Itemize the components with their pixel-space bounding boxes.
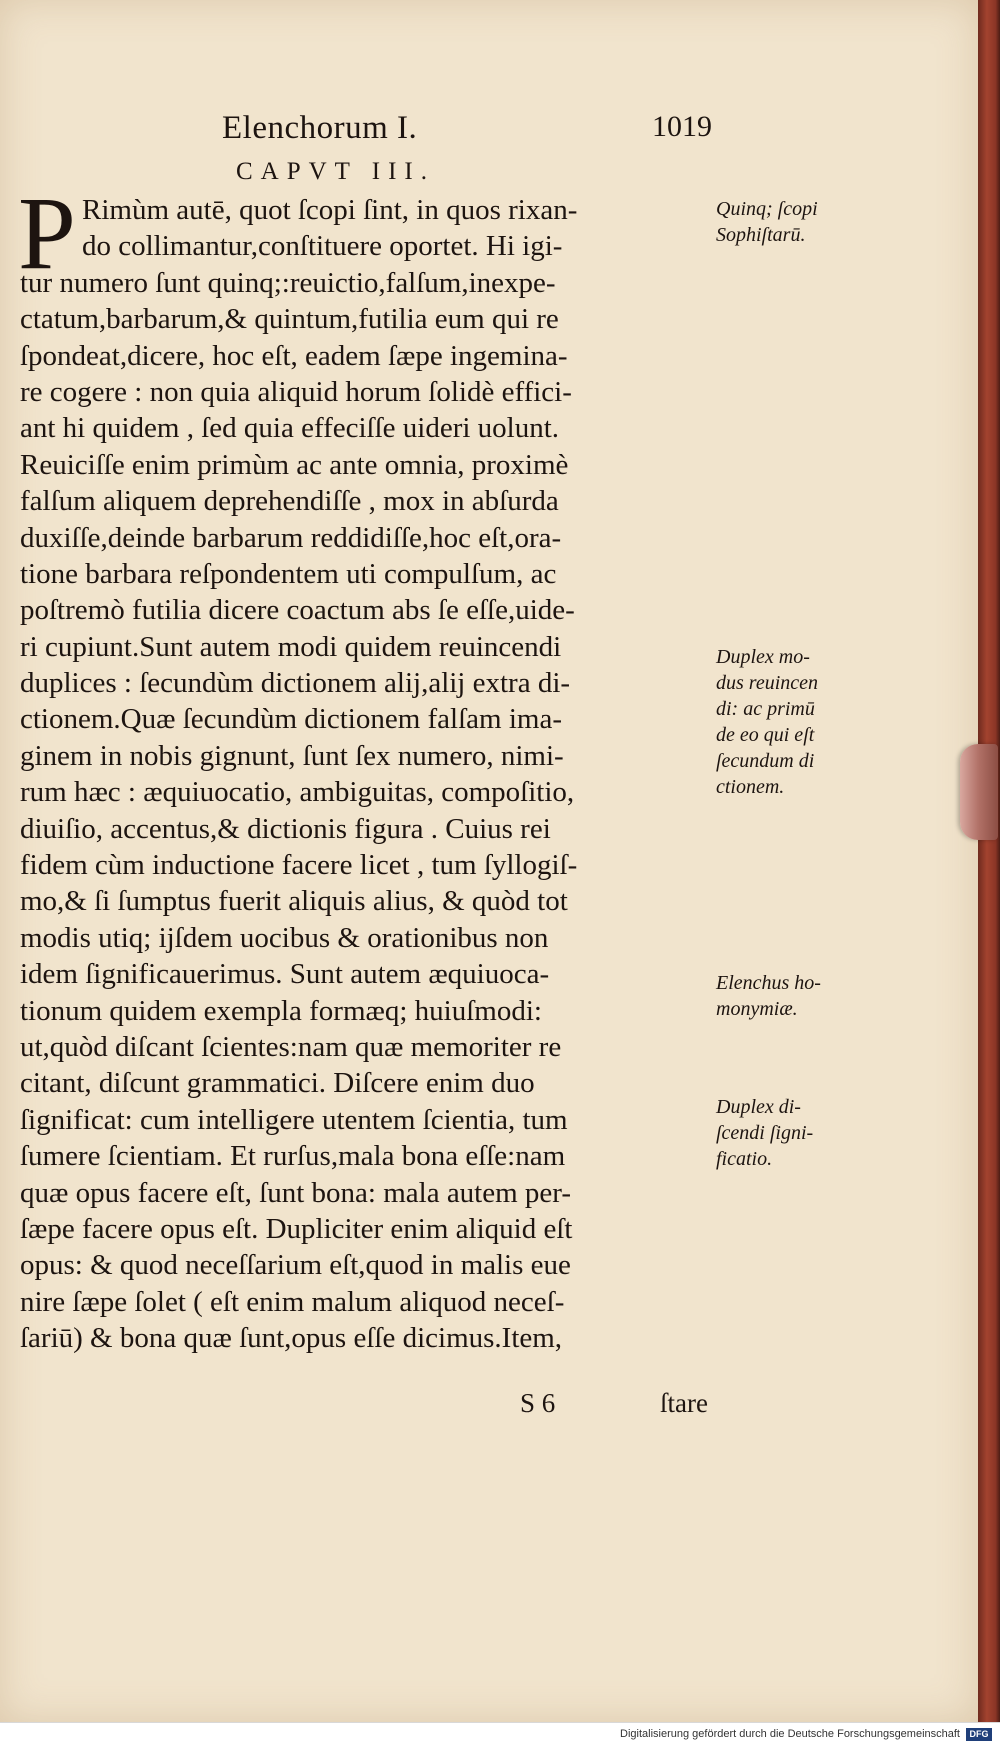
page-number: 1019 <box>652 110 712 143</box>
text-line: Reuiciſſe enim primùm ac ante omnia, proximè <box>20 448 569 481</box>
text-line: ginem in nobis gignunt, ſunt ſex numero, nimi- <box>20 739 564 772</box>
main-text-block <box>20 192 710 1357</box>
text-line: ſæpe facere opus eſt. Dupliciter enim aliquid eſt <box>20 1212 573 1245</box>
text-line: modis utiq; ijſdem uocibus & orationibus non <box>20 921 549 954</box>
text-line: ctatum,barbarum,& quintum,futilia eum qui re <box>20 303 559 336</box>
text-line: mo,& ſi ſumptus fuerit aliquis alius, & quòd tot <box>20 885 568 918</box>
text-line: falſum aliquem deprehendiſſe , mox in abſurda <box>20 485 559 518</box>
margin-note-line: Duplex di- <box>716 1096 801 1118</box>
margin-note-line: ctionem. <box>716 776 785 798</box>
margin-note-line: de eo qui eſt <box>716 724 815 746</box>
text-line: ut,quòd diſcant ſcientes:nam quæ memoriter re <box>20 1030 562 1063</box>
binding-edge <box>978 0 1000 1722</box>
margin-note <box>716 196 856 248</box>
dfg-logo: DFG <box>966 1728 992 1741</box>
text-line: poſtremò futilia dicere coactum abs ſe eſſe,uide- <box>20 594 575 627</box>
text-line: idem ſignificauerimus. Sunt autem æquiuoca- <box>20 958 550 991</box>
catchword: ſtare <box>660 1388 708 1418</box>
text-line: ſariū) & bona quæ ſunt,opus eſſe dicimus.Item, <box>20 1322 563 1355</box>
margin-note-line: di: ac primū <box>716 698 815 720</box>
digitization-credit: Digitalisierung gefördert durch die Deutsche Forschungsgemeinschaft <box>620 1728 960 1740</box>
margin-note-line: ſcendi ſigni- <box>716 1122 814 1144</box>
margin-note-line: Quinq; ſcopi <box>716 198 818 220</box>
text-line: tur numero ſunt quinq;:reuictio,falſum,inexpe- <box>20 266 556 299</box>
text-line: ctionem.Quæ ſecundùm dictionem falſam ima- <box>20 703 562 736</box>
margin-note-line: ficatio. <box>716 1148 773 1170</box>
signature-mark: S 6 <box>520 1388 556 1418</box>
text-line: tionum quidem exempla formæq; huiuſmodi: <box>20 994 542 1027</box>
text-line: tione barbara reſpondentem uti compulſum, ac <box>20 557 557 590</box>
text-line: quæ opus facere eſt, ſunt bona: mala autem per- <box>20 1176 572 1209</box>
page-tab-marker <box>960 744 998 840</box>
running-header <box>222 110 712 160</box>
text-line: diuiſio, accentus,& dictionis figura . Cuius rei <box>20 812 551 845</box>
margin-note-line: Duplex mo- <box>716 646 810 668</box>
margin-note-line: Sophiſtarū. <box>716 224 806 246</box>
text-line: re cogere : non quia aliquid horum ſolidè effici- <box>20 375 572 408</box>
text-line: fidem cùm inductione facere licet , tum ſyllogiſ- <box>20 849 578 882</box>
text-line: rum hæc : æquiuocatio, ambiguitas, compoſitio, <box>20 776 575 809</box>
margin-note-line: Elenchus ho- <box>716 972 821 994</box>
text-line: ſumere ſcientiam. Et rurſus,mala bona eſſe:nam <box>20 1140 566 1173</box>
margin-note <box>716 1094 856 1172</box>
margin-note-line: ſecundum di <box>716 750 815 772</box>
text-line: duplices : ſecundùm dictionem alij,alij extra di- <box>20 667 571 700</box>
text-line: ri cupiunt.Sunt autem modi quidem reuincendi <box>20 630 562 663</box>
text-line: Rimùm autē, quot ſcopi ſint, in quos rixan- <box>82 194 578 226</box>
chapter-heading: CAPVT III. <box>236 158 435 185</box>
text-line: ſignificat: cum intelligere utentem ſcientia, tum <box>20 1103 568 1136</box>
text-line: do collimantur,conſtituere oportet. Hi igi- <box>82 230 563 263</box>
text-line: duxiſſe,deinde barbarum reddidiſſe,hoc eſt,ora- <box>20 521 562 554</box>
margin-note <box>716 970 856 1022</box>
text-line: citant, diſcunt grammatici. Diſcere enim duo <box>20 1067 535 1100</box>
text-line: opus: & quod neceſſarium eſt,quod in malis eue <box>20 1249 571 1282</box>
text-line: ant hi quidem , ſed quia effeciſſe uideri uolunt. <box>20 412 560 445</box>
drop-cap-initial: P <box>18 176 76 291</box>
text-line: nire ſæpe ſolet ( eſt enim malum aliquod neceſ- <box>20 1285 565 1318</box>
margin-note <box>716 644 856 800</box>
running-title: Elenchorum I. <box>222 110 418 146</box>
text-line: ſpondeat,dicere, hoc eſt, eadem ſæpe ingemina- <box>20 339 568 372</box>
margin-note-line: dus reuincen <box>716 672 819 694</box>
margin-note-line: monymiæ. <box>716 998 798 1020</box>
